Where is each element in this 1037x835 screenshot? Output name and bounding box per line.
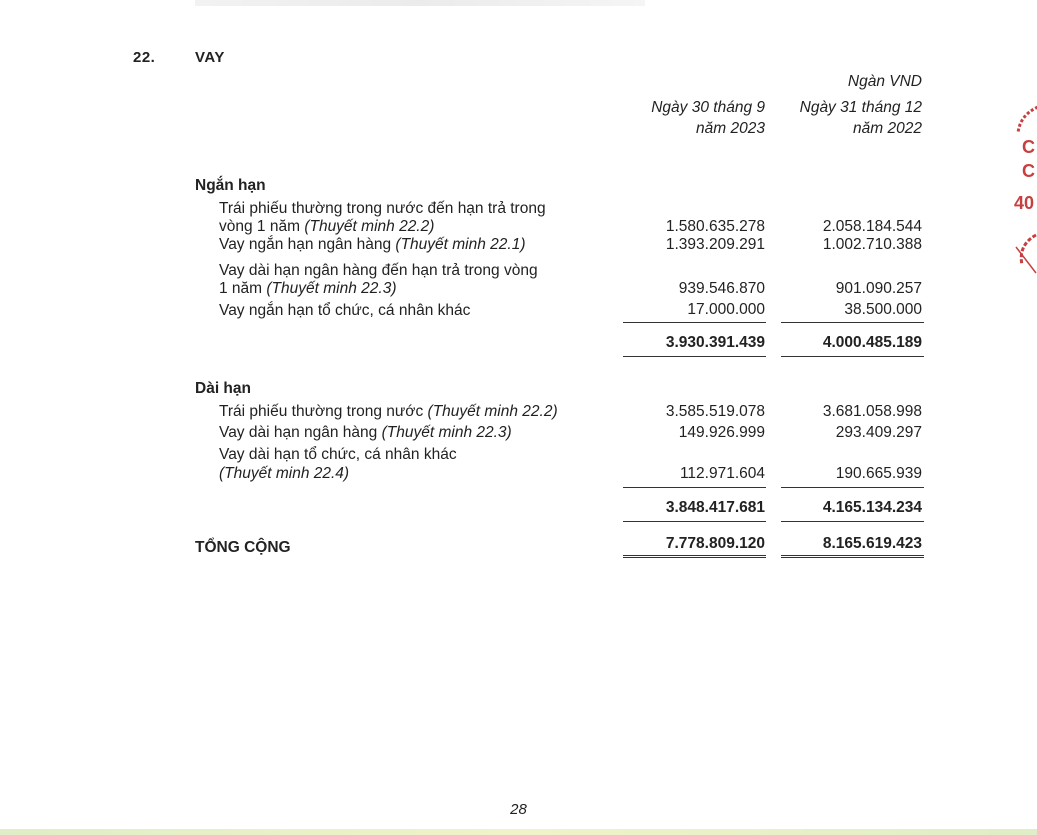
row-label-line: [219, 424, 512, 441]
value-2023: 1.393.209.291: [665, 236, 765, 253]
note-reference: (Thuyết minh 22.4): [219, 465, 350, 482]
note-reference: (Thuyết minh 22.3): [266, 280, 397, 297]
stamp-text: C: [1022, 137, 1035, 157]
row-label-line: [219, 218, 434, 235]
value-2023: 1.580.635.278: [665, 218, 765, 235]
section-number: 22.: [133, 49, 156, 66]
row-label-line: Vay dài hạn ngân hàng đến hạn trả trong vòng: [219, 262, 538, 279]
value-2023: 112.971.604: [679, 465, 765, 482]
note-reference: (Thuyết minh 22.1): [395, 236, 526, 253]
row-label-text: Vay dài hạn ngân hàng: [219, 424, 382, 441]
row-label-text: Trái phiếu thường trong nước: [219, 403, 428, 420]
subtotal-2023: 3.848.417.681: [665, 499, 765, 516]
page-number: 28: [510, 801, 527, 818]
row-label-line: [219, 236, 526, 253]
column-header-2022: [722, 97, 922, 139]
column-header-line: Ngày 31 tháng 12: [799, 99, 922, 116]
company-stamp: [1010, 95, 1037, 285]
total-label: TỔNG CỘNG: [195, 539, 291, 556]
subtotal-2022: 4.165.134.234: [822, 499, 922, 516]
row-label-line: Vay ngắn hạn tổ chức, cá nhân khác: [219, 302, 471, 319]
subtotal-rule: [781, 487, 924, 488]
subtotal-rule: [623, 487, 766, 488]
value-2022: 293.409.297: [835, 424, 922, 441]
subtotal-2022: 4.000.485.189: [822, 334, 922, 351]
row-label-line: [219, 403, 558, 420]
subtotal-underline: [623, 356, 766, 357]
value-2022: 38.500.000: [844, 301, 922, 318]
column-header-line: năm 2023: [696, 120, 765, 137]
value-2023: 17.000.000: [687, 301, 765, 318]
value-2023: 149.926.999: [678, 424, 765, 441]
total-double-underline: [623, 555, 766, 558]
subtotal-rule: [623, 322, 766, 323]
subtotal-underline: [781, 521, 924, 522]
viewer-bottom-strip: [0, 829, 1037, 835]
row-label-text: 1 năm: [219, 280, 267, 297]
row-label-line: Trái phiếu thường trong nước đến hạn trả trong: [219, 200, 546, 217]
note-reference: (Thuyết minh 22.3): [381, 424, 512, 441]
row-label-line: [219, 280, 396, 297]
stamp-text: 40: [1014, 193, 1035, 213]
note-reference: (Thuyết minh 22.2): [427, 403, 558, 420]
stamp-ring-icon: [1010, 95, 1037, 285]
total-2022: 8.165.619.423: [822, 535, 922, 552]
value-2022: 3.681.058.998: [822, 403, 922, 420]
long-term-heading: Dài hạn: [195, 380, 251, 397]
total-2023: 7.778.809.120: [665, 535, 765, 552]
subtotal-underline: [781, 356, 924, 357]
note-reference: (Thuyết minh 22.2): [304, 218, 435, 235]
subtotal-rule: [781, 322, 924, 323]
stamp-text: C: [1022, 161, 1035, 181]
column-header-line: năm 2022: [853, 120, 922, 137]
value-2023: 939.546.870: [678, 280, 765, 297]
value-2022: 190.665.939: [835, 465, 922, 482]
section-title: VAY: [195, 49, 225, 66]
total-double-underline: [781, 555, 924, 558]
cropped-previous-text: [195, 0, 645, 6]
subtotal-2023: 3.930.391.439: [665, 334, 765, 351]
value-2022: 1.002.710.388: [822, 236, 922, 253]
value-2022: 901.090.257: [835, 280, 922, 297]
short-term-heading: Ngắn hạn: [195, 177, 266, 194]
column-header-line: Ngày 30 tháng 9: [651, 99, 765, 116]
value-2022: 2.058.184.544: [822, 218, 922, 235]
row-label-text: Vay ngắn hạn ngân hàng: [219, 236, 396, 253]
value-2023: 3.585.519.078: [665, 403, 765, 420]
subtotal-underline: [623, 521, 766, 522]
unit-label: Ngàn VND: [847, 73, 922, 90]
row-label-text: vòng 1 năm: [219, 218, 305, 235]
row-label-line: Vay dài hạn tổ chức, cá nhân khác: [219, 446, 457, 463]
